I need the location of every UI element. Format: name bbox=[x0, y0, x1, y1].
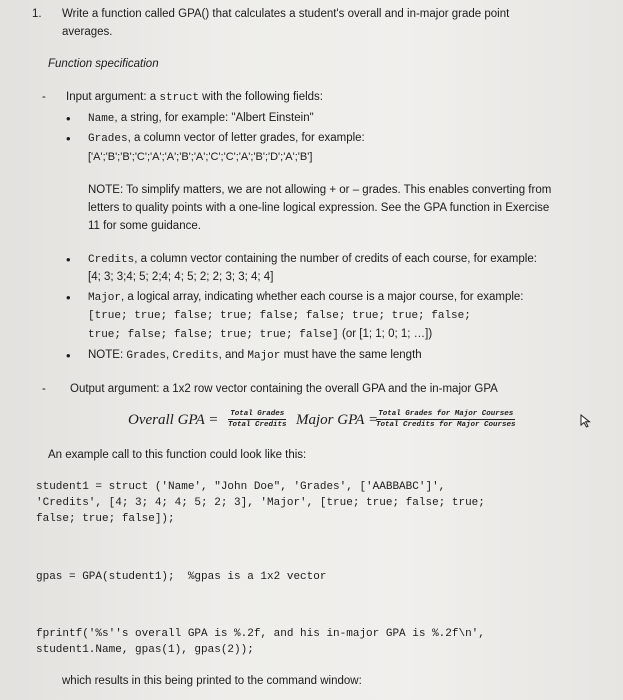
function-spec-heading: Function specification bbox=[48, 58, 159, 70]
example-intro: An example call to this function could look like this: bbox=[48, 449, 307, 461]
question-number: 1. bbox=[32, 8, 42, 20]
bullet-icon: • bbox=[66, 131, 71, 146]
major-gpa-fraction bbox=[376, 410, 516, 429]
bullet-icon: • bbox=[66, 348, 71, 363]
result-text: which results in this being printed to the command window: bbox=[62, 675, 362, 687]
note-line-1: NOTE: To simplify matters, we are not allowing + or – grades. This enables converting from bbox=[88, 184, 552, 196]
credits-example: [4; 3; 3;4; 5; 2;4; 4; 5; 2; 2; 3; 3; 4; 4] bbox=[88, 271, 274, 283]
input-intro: Input argument: a struct with the following fields: bbox=[66, 91, 323, 104]
bullet-icon: • bbox=[66, 252, 71, 267]
length-note: NOTE: Grades, Credits, and Major must have the same length bbox=[88, 349, 422, 362]
bullet-icon: • bbox=[66, 290, 71, 305]
code-line-6: student1.Name, gpas(1), gpas(2)); bbox=[36, 644, 254, 656]
major-gpa-denominator: Total Credits for Major Courses bbox=[376, 421, 516, 429]
name-field-line: Name, a string, for example: "Albert Einstein" bbox=[88, 112, 314, 125]
code-line-3: false; true; false]); bbox=[36, 513, 175, 525]
output-description: Output argument: a 1x2 row vector containing the overall GPA and the in-major GPA bbox=[70, 383, 498, 395]
major-gpa-numerator: Total Grades for Major Courses bbox=[378, 410, 514, 418]
major-example-line-2: [true; true; false; true; false; false; true; true; false; bbox=[88, 310, 471, 322]
major-field-line: Major, a logical array, indicating whether each course is a major course, for example: bbox=[88, 291, 524, 304]
overall-gpa-fraction bbox=[228, 410, 287, 429]
grades-example: ['A';'B';'B';'C';'A';'A';'B';'A';'C';'C';'A';'B';'D';'A';'B'] bbox=[88, 151, 313, 163]
input-dash: - bbox=[42, 91, 46, 103]
code-line-2: 'Credits', [4; 3; 4; 4; 5; 2; 3], 'Major', [true; true; false; true; bbox=[36, 497, 485, 509]
code-line-4: gpas = GPA(student1); %gpas is a 1x2 vector bbox=[36, 571, 327, 583]
question-line-1: Write a function called GPA() that calculates a student's overall and in-major grade point bbox=[62, 8, 510, 20]
overall-gpa-numerator: Total Grades bbox=[230, 410, 285, 418]
code-line-1: student1 = struct ('Name', "John Doe", 'Grades', ['AABBABC']', bbox=[36, 481, 446, 493]
code-line-5: fprintf('%s''s overall GPA is %.2f, and his in-major GPA is %.2f\n', bbox=[36, 628, 485, 640]
note-line-3: 11 for some guidance. bbox=[88, 220, 201, 232]
overall-gpa-denominator: Total Credits bbox=[228, 421, 287, 429]
question-line-2: averages. bbox=[62, 26, 113, 38]
credits-field-line: Credits, a column vector containing the number of credits of each course, for example: bbox=[88, 253, 537, 266]
note-line-2: letters to quality points with a one-line logical expression. See the GPA function in Exercise bbox=[88, 202, 550, 214]
grades-field-line: Grades, a column vector of letter grades, for example: bbox=[88, 132, 365, 145]
mouse-cursor-icon bbox=[580, 414, 592, 428]
output-dash: - bbox=[42, 383, 46, 395]
major-example-line-3: true; false; false; true; true; false] (or [1; 1; 0; 1; …]) bbox=[88, 328, 433, 341]
bullet-icon: • bbox=[66, 111, 71, 126]
overall-gpa-label: Overall GPA = bbox=[128, 412, 219, 428]
major-gpa-label: Major GPA = bbox=[296, 412, 379, 428]
